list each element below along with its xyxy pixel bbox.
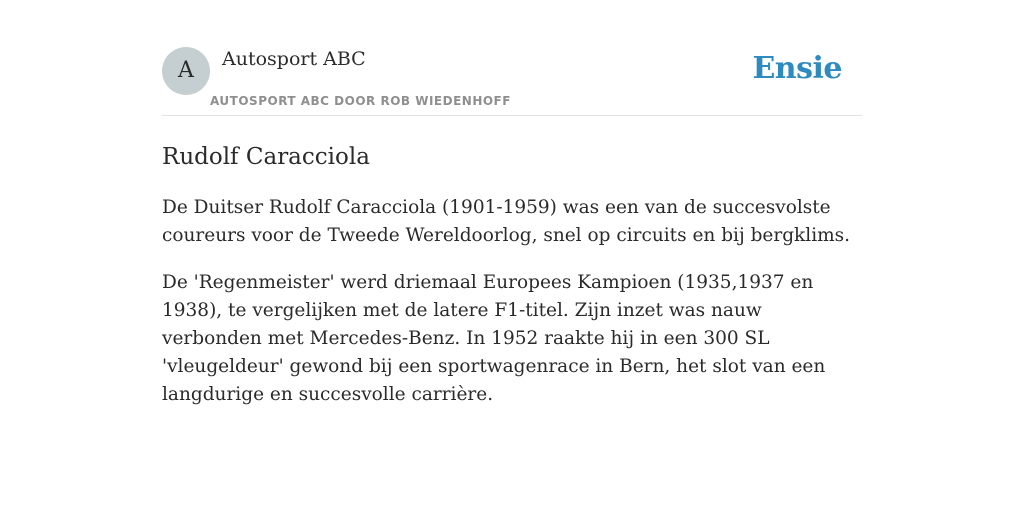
- article-title: Rudolf Caracciola: [162, 144, 370, 170]
- author-byline: AUTOSPORT ABC DOOR ROB WIEDENHOFF: [210, 94, 511, 108]
- site-logo[interactable]: Ensie: [752, 51, 842, 86]
- page: [162, 0, 862, 409]
- author-name[interactable]: Autosport ABC: [222, 48, 366, 70]
- article-header: [162, 47, 862, 116]
- article-paragraph-2: De 'Regenmeister' werd driemaal Europees Kampioen (1935,1937 en 1938), te vergelijken met de latere F1-titel. Zijn inzet was nauw verbonden met Mercedes-Benz. In 1952 raakte hij in een 300 SL 'vleugeldeur' gewond bij een sportwagenrace in Bern, het slot van een langdurige en succesvolle carrière.: [162, 272, 826, 405]
- author-avatar[interactable]: A: [162, 47, 210, 95]
- article-paragraph-1: De Duitser Rudolf Caracciola (1901-1959) was een van de succesvolste coureurs voor de Tweede Wereldoorlog, snel op circuits en bij bergklims.: [162, 197, 851, 246]
